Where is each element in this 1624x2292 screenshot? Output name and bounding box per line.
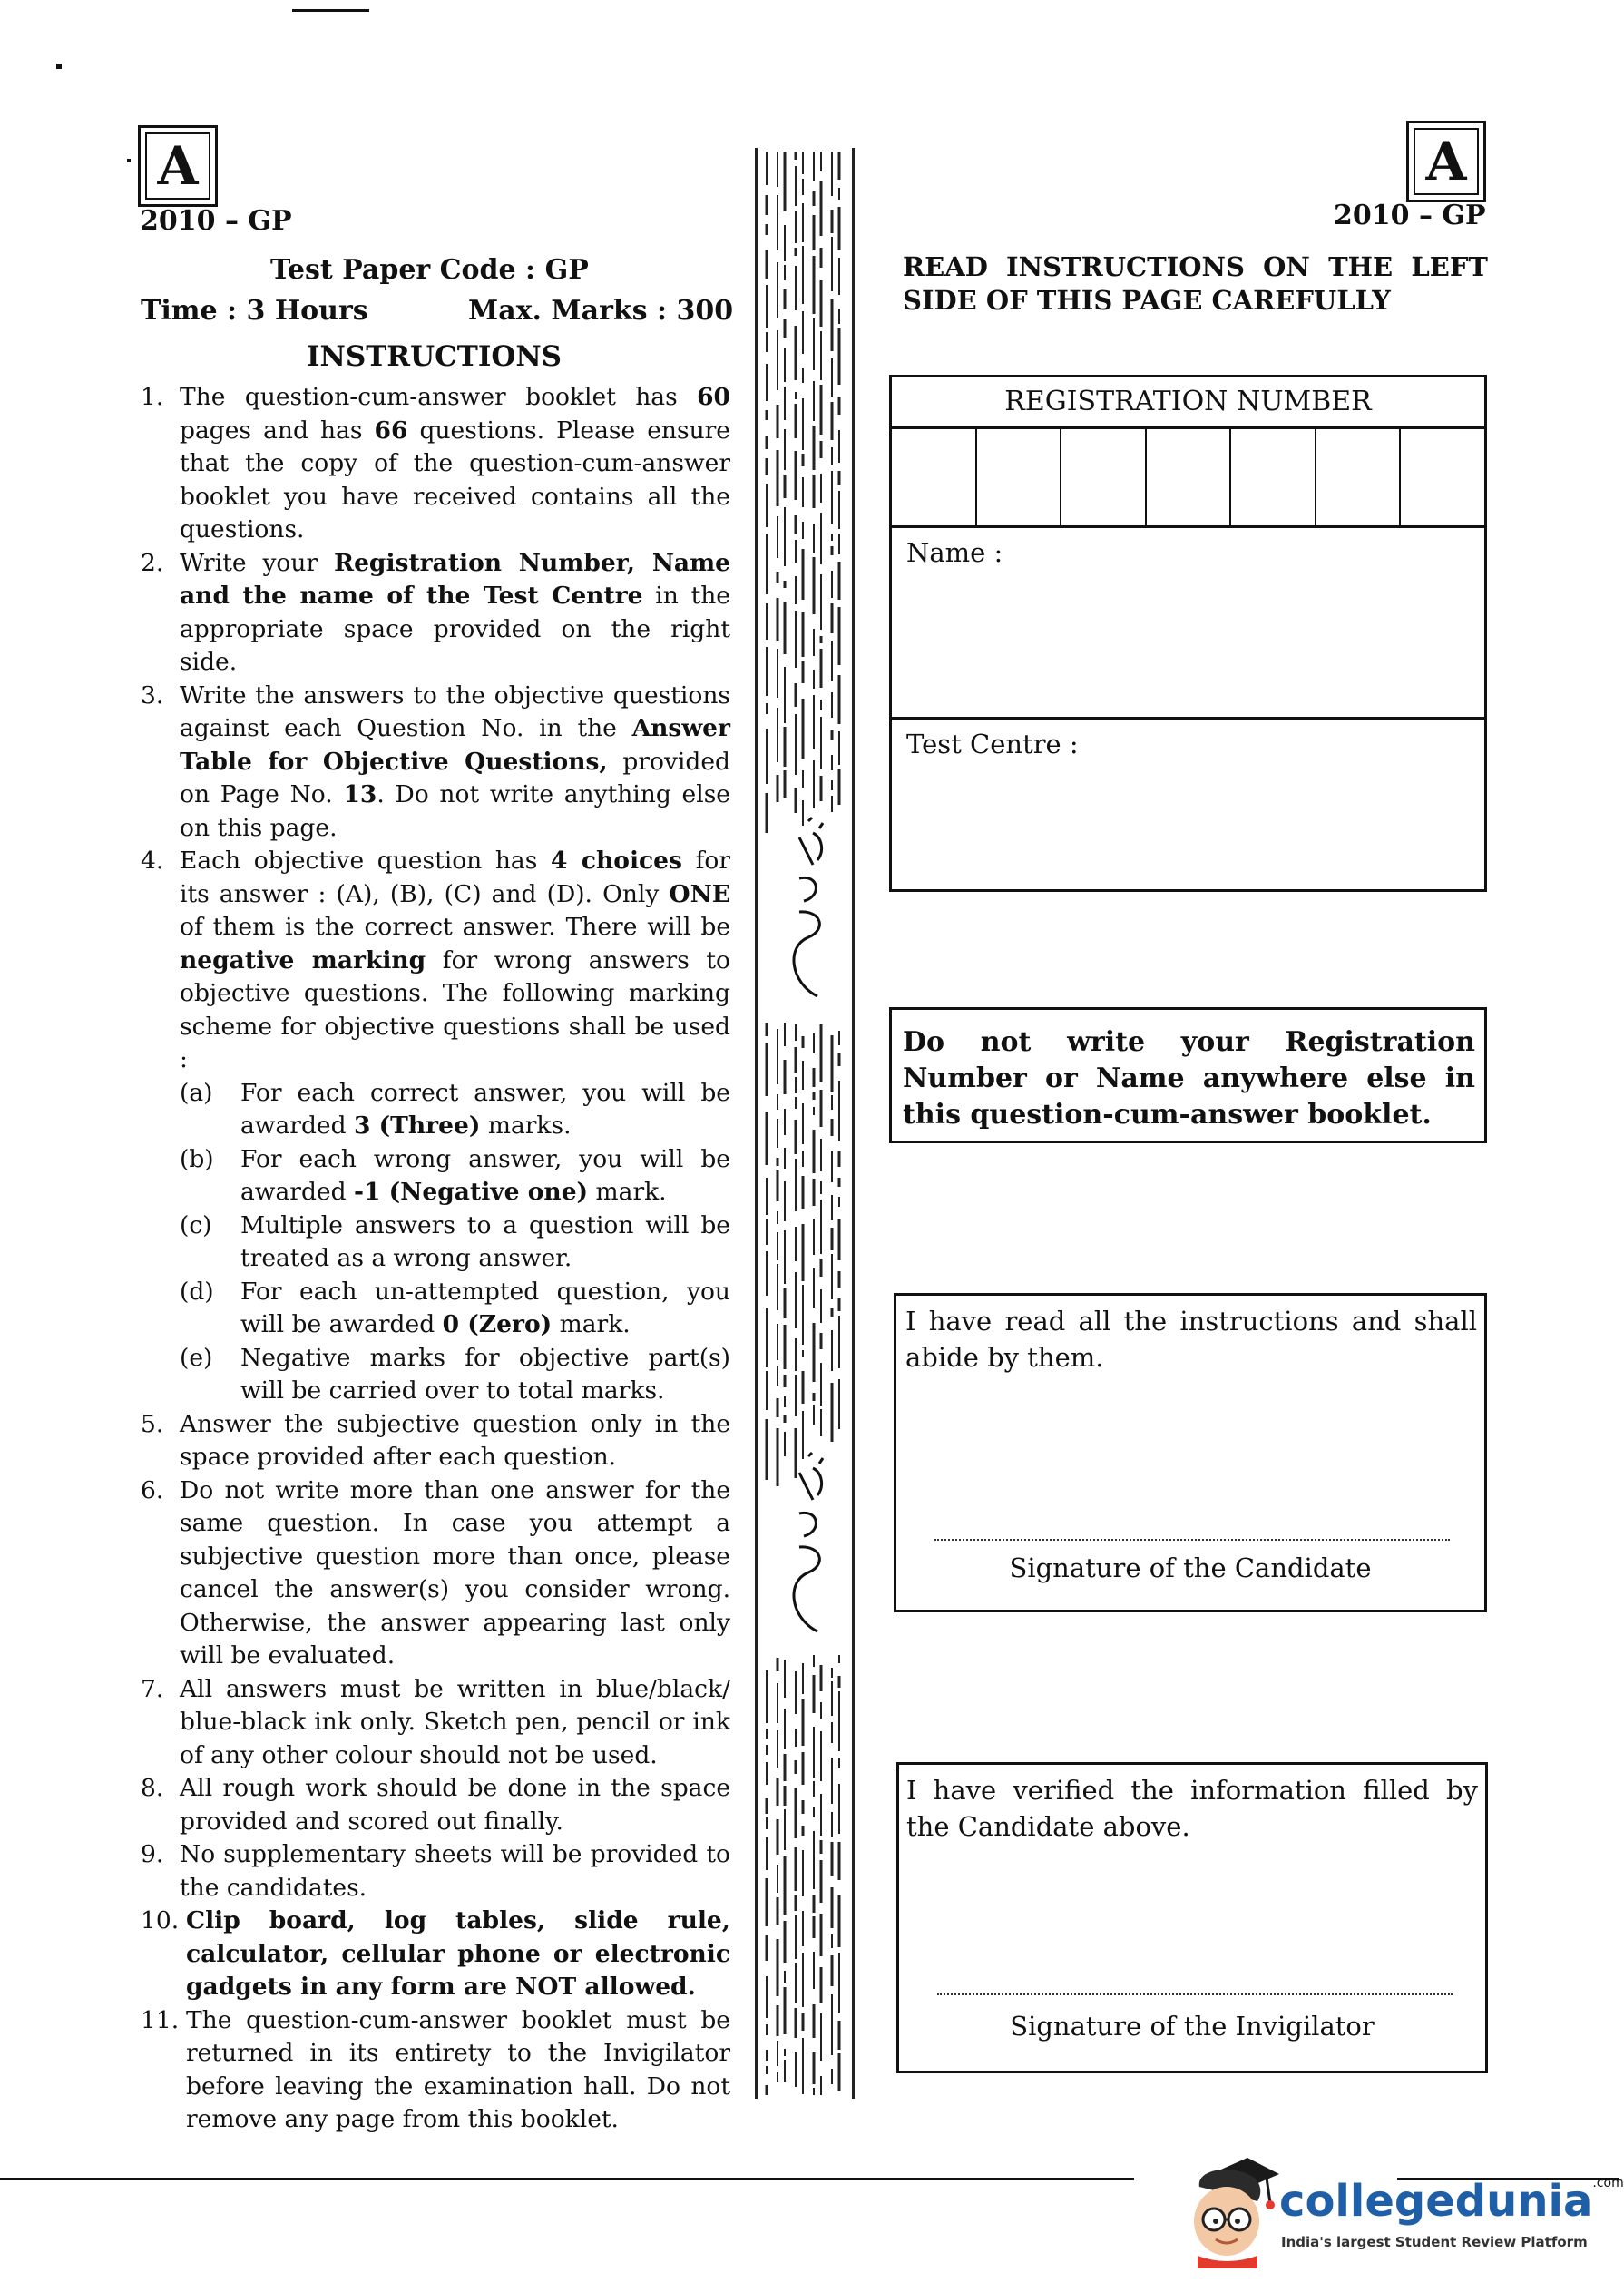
test-centre-field[interactable] [892,720,1484,892]
sub-item-label: (b) [180,1144,214,1173]
registration-digit-cell[interactable] [1231,429,1316,525]
instruction-text: Each objective question has [180,847,551,875]
registration-box [889,375,1487,892]
instruction-text: questions. Please ensure that the copy of the question-cum-answer booklet you have received contains all the questions. [180,416,730,544]
instruction-item [141,1673,730,1773]
instructions-list [141,381,730,2137]
test-paper-code: Test Paper Code : GP [270,254,589,286]
read-instructions-note: READ INSTRUCTIONS ON THE LEFT SIDE OF THIS PAGE CAREFULLY [903,251,1488,316]
brand-name: collegedunia$^{.com}$ [1279,2176,1624,2227]
instruction-text: 4 choices [550,847,682,875]
instruction-text: Multiple answers to a question will be treated as a wrong answer. [240,1210,730,1272]
stamp-signature-1 [772,810,836,1010]
instruction-number: 10. [141,1906,180,1934]
instruction-text: Answer the subjective question only in the space provided after each question. [180,1409,730,1471]
instruction-text: 0 (Zero) [442,1310,553,1338]
instruction-text: All rough work should be done in the space provided and scored out finally. [180,1774,730,1836]
instruction-text: for its answer : (A), (B), (C) and (D). Only [180,847,731,908]
instruction-text: No supplementary sheets will be provided to the candidates. [180,1840,730,1902]
invigilator-signature-label: Signature of the Invigilator [1010,2011,1375,2042]
registration-digit-cell[interactable] [1401,429,1484,525]
sub-item-label: (a) [180,1078,213,1107]
sub-item-label: (e) [180,1343,213,1372]
instruction-text: mark. [588,1178,667,1206]
marking-scheme-item [180,1143,730,1210]
instruction-text: provided on Page No. [180,747,730,808]
instruction-text: 13 [343,780,377,808]
series-letter: A [1425,131,1467,192]
instruction-number: 6. [141,1475,164,1504]
warning-text: Do not write your Registration Number or Name anywhere else in this question-cum-answer booklet. [903,1026,1475,1131]
registration-digit-cell[interactable] [977,429,1062,525]
instruction-text: Write your [180,548,335,577]
instruction-text: in the appropriate space provided on the right side. [180,582,730,676]
instruction-item [141,1474,730,1673]
brand-logo [1179,2150,1624,2268]
time-allowed: Time : 3 Hours [141,295,368,327]
instruction-text: 66 [374,416,408,445]
instruction-number: 5. [141,1409,164,1438]
registration-digit-cell[interactable] [1316,429,1402,525]
invigilator-declaration-text: I have verified the information filled by the Candidate above. [906,1775,1478,1842]
instruction-text: Answer Table for Objective Questions, [180,714,730,776]
instruction-text: -1 (Negative one) [353,1178,589,1206]
instruction-item [141,2004,730,2137]
sub-item-label: (d) [180,1277,214,1306]
instruction-text: pages and has [180,416,375,445]
instruction-item [141,1905,730,2004]
instruction-number: 7. [141,1674,164,1703]
name-field[interactable] [892,528,1484,720]
instruction-text: For each un-attempted question, you will be awarded [240,1277,730,1338]
test-centre-label: Test Centre : [906,729,1079,759]
instruction-number: 1. [141,383,164,411]
bottom-rule [0,2178,1134,2180]
series-box-right [1406,121,1486,202]
scan-dot [127,159,131,162]
scan-dot [56,64,62,69]
instruction-text: mark. [552,1310,631,1338]
perforation-strip [755,148,855,2099]
registration-digit-cell[interactable] [1147,429,1232,525]
registration-digit-cell[interactable] [1061,429,1147,525]
marking-scheme-item [180,1210,730,1276]
instruction-text: Write the answers to the objective questions against each Question No. in the [180,681,730,742]
instruction-text: Clip board, log tables, slide rule, calculator, cellular phone or electronic gadgets in any form are NOT allowed. [186,1906,730,2001]
instruction-text: 3 (Three) [353,1112,481,1140]
instructions-heading: INSTRUCTIONS [307,340,563,373]
instruction-text: Do not write more than one answer for the same question. In case you attempt a subjective question more than once, please cancel the answer(s) you consider wrong. Otherwise, the answer appearing last only will be evaluated. [180,1475,730,1670]
registration-digit-cell[interactable] [892,429,977,525]
instruction-text: for wrong answers to objective questions. The following marking scheme for objective questions shall be used : [180,945,730,1073]
invigilator-signature-line[interactable] [937,1993,1453,1995]
instruction-item [141,381,730,547]
instruction-item [141,547,730,680]
instruction-number: 11. [141,2005,180,2034]
candidate-declaration-text: I have read all the instructions and shall abide by them. [905,1306,1477,1373]
instruction-text: marks. [480,1112,572,1140]
paper-code-left: 2010 – GP [140,205,292,237]
brand-tagline: India's largest Student Review Platform [1281,2234,1588,2250]
instruction-item [141,1838,730,1905]
instruction-text: . Do not write anything else on this page. [180,780,730,842]
max-marks: Max. Marks : 300 [468,295,734,327]
instruction-text: negative marking [180,945,426,975]
marking-scheme-item [180,1276,730,1342]
series-letter: A [157,135,199,197]
instruction-text: All answers must be written in blue/black/ blue-black ink only. Sketch pen, pencil or ink of any other colour should not be used. [180,1674,730,1769]
instruction-item [141,680,730,846]
instruction-text: For each correct answer, you will be awarded [240,1078,730,1140]
paper-code-right: 2010 – GP [1334,200,1486,231]
sub-item-label: (c) [180,1210,212,1239]
instruction-text: The question-cum-answer booklet has [180,383,698,411]
instruction-number: 2. [141,548,164,577]
registration-title: REGISTRATION NUMBER [892,377,1484,429]
series-box-left [138,125,218,207]
instruction-item [141,845,730,1408]
instruction-number: 9. [141,1840,164,1868]
registration-number-cells[interactable] [892,429,1484,528]
instruction-text: Registration Number, Name and the name of the Test Centre [180,548,730,610]
marking-scheme-item [180,1342,730,1408]
marking-scheme-list [180,1077,730,1408]
scan-mark-top [292,9,369,12]
invigilator-declaration-box [896,1762,1488,2073]
brand-suffix: .com [1592,2176,1624,2190]
stamp-signature-2 [772,1445,836,1645]
instruction-text: The question-cum-answer booklet must be returned in its entirety to the Invigilator before leaving the examination hall. Do not remove any page from this booklet. [186,2005,730,2133]
instruction-text: Negative marks for objective part(s) will be carried over to total marks. [240,1343,730,1405]
instruction-text: 60 [697,383,730,411]
instruction-item [141,1408,730,1474]
instruction-item [141,1772,730,1838]
instruction-number: 3. [141,681,164,710]
candidate-signature-label: Signature of the Candidate [1009,1552,1372,1583]
instruction-text: of them is the correct answer. There will be [180,913,730,941]
instruction-text: ONE [669,879,730,908]
marking-scheme-item [180,1077,730,1143]
candidate-signature-line[interactable] [934,1539,1450,1541]
candidate-declaration-box [894,1293,1487,1612]
name-label: Name : [906,537,1003,568]
instruction-number: 8. [141,1774,164,1802]
instruction-text: For each wrong answer, you will be awarded [240,1144,730,1206]
instruction-number: 4. [141,847,164,875]
perforation-pattern [758,148,852,2099]
warning-box [889,1007,1487,1143]
mascot-icon [1179,2150,1279,2268]
